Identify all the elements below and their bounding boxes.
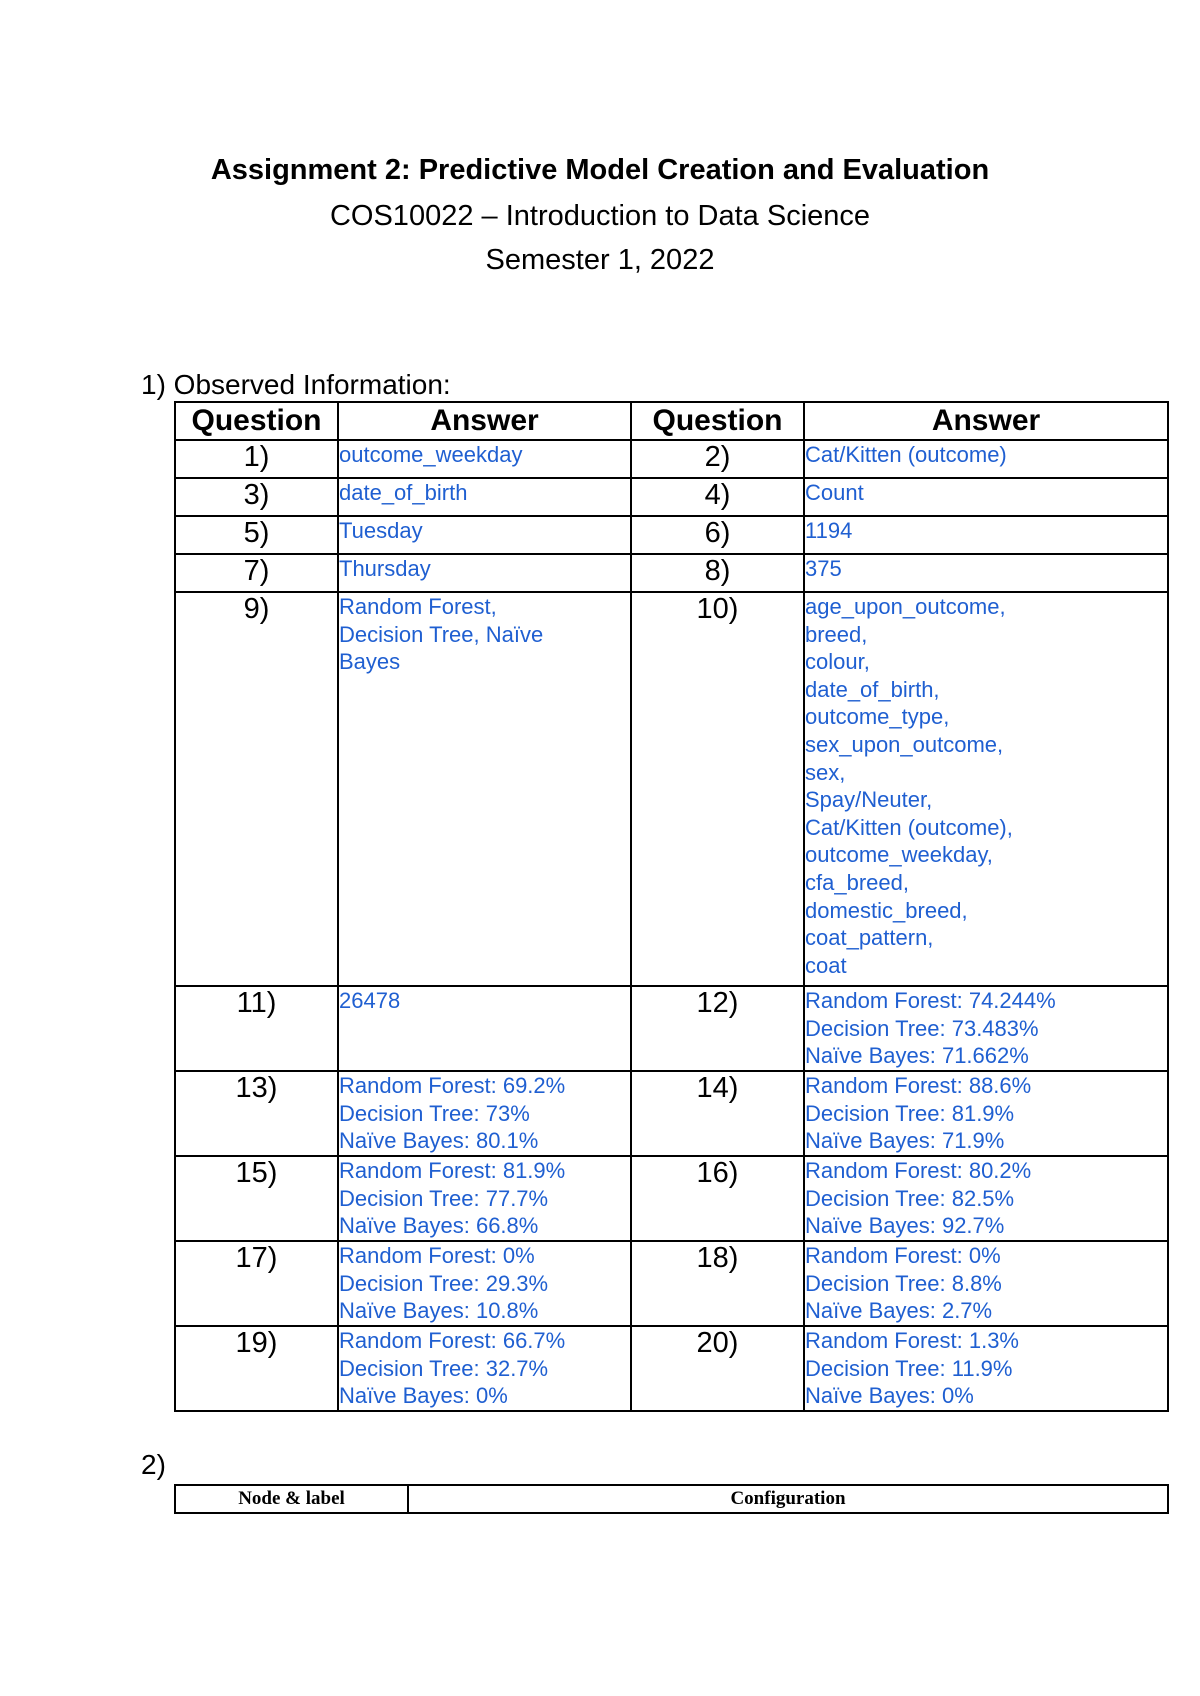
answer-cell: Random Forest: 80.2% Decision Tree: 82.5% Naïve Bayes: 92.7% <box>804 1156 1168 1241</box>
table-row <box>175 986 1168 1071</box>
question-number: 10) <box>631 592 804 986</box>
answer-cell: Random Forest: 0% Decision Tree: 29.3% Naïve Bayes: 10.8% <box>338 1241 631 1326</box>
question-number: 8) <box>631 554 804 592</box>
answer-cell: Random Forest: 0% Decision Tree: 8.8% Naïve Bayes: 2.7% <box>804 1241 1168 1326</box>
column-header-question: Question <box>631 402 804 440</box>
question-number: 18) <box>631 1241 804 1326</box>
answer-cell: Tuesday <box>338 516 631 554</box>
document-title: Assignment 2: Predictive Model Creation and Evaluation <box>210 154 990 186</box>
answer-cell: date_of_birth <box>338 478 631 516</box>
question-number: 20) <box>631 1326 804 1411</box>
question-number: 4) <box>631 478 804 516</box>
question-number: 15) <box>175 1156 338 1241</box>
question-number: 7) <box>175 554 338 592</box>
table-row <box>175 478 1168 516</box>
answer-cell: Random Forest: 1.3% Decision Tree: 11.9% Naïve Bayes: 0% <box>804 1326 1168 1411</box>
answer-cell: Random Forest: 69.2% Decision Tree: 73% Naïve Bayes: 80.1% <box>338 1071 631 1156</box>
question-number: 17) <box>175 1241 338 1326</box>
question-number: 6) <box>631 516 804 554</box>
course-subtitle: COS10022 – Introduction to Data Science <box>329 200 871 232</box>
section-2-heading: 2) <box>141 1449 166 1480</box>
question-number: 13) <box>175 1071 338 1156</box>
answer-cell: 375 <box>804 554 1168 592</box>
answer-cell: 1194 <box>804 516 1168 554</box>
answer-cell: Random Forest: 88.6% Decision Tree: 81.9% Naïve Bayes: 71.9% <box>804 1071 1168 1156</box>
column-header-answer: Answer <box>804 402 1168 440</box>
answer-cell: Random Forest: 74.244% Decision Tree: 73.483% Naïve Bayes: 71.662% <box>804 986 1168 1071</box>
node-configuration-table <box>174 1484 1169 1514</box>
answer-cell: Count <box>804 478 1168 516</box>
question-number: 12) <box>631 986 804 1071</box>
table-row <box>175 440 1168 478</box>
column-header-question: Question <box>175 402 338 440</box>
table-row <box>175 592 1168 986</box>
observed-information-table <box>174 401 1169 1412</box>
answer-cell: outcome_weekday <box>338 440 631 478</box>
question-number: 9) <box>175 592 338 986</box>
column-header-node-label: Node & label <box>175 1485 408 1513</box>
table-row <box>175 1071 1168 1156</box>
question-number: 5) <box>175 516 338 554</box>
answer-cell: Random Forest, Decision Tree, Naïve Bayes <box>338 592 631 986</box>
table-row <box>175 1241 1168 1326</box>
table-row <box>175 1156 1168 1241</box>
table-header-row <box>175 1485 1168 1513</box>
semester-line: Semester 1, 2022 <box>485 244 715 276</box>
table-row <box>175 554 1168 592</box>
question-number: 16) <box>631 1156 804 1241</box>
answer-cell: age_upon_outcome, breed, colour, date_of_birth, outcome_type, sex_upon_outcome, sex, Spay/Neuter, Cat/Kitten (outcome), outcome_weekday, cfa_breed, domestic_breed, coat_pattern, coat <box>804 592 1168 986</box>
answer-cell: Cat/Kitten (outcome) <box>804 440 1168 478</box>
question-number: 1) <box>175 440 338 478</box>
column-header-answer: Answer <box>338 402 631 440</box>
question-number: 3) <box>175 478 338 516</box>
answer-cell: Random Forest: 81.9% Decision Tree: 77.7% Naïve Bayes: 66.8% <box>338 1156 631 1241</box>
table-header-row <box>175 402 1168 440</box>
answer-cell: 26478 <box>338 986 631 1071</box>
question-number: 14) <box>631 1071 804 1156</box>
question-number: 19) <box>175 1326 338 1411</box>
answer-cell: Thursday <box>338 554 631 592</box>
question-number: 2) <box>631 440 804 478</box>
column-header-configuration: Configuration <box>408 1485 1168 1513</box>
table-row <box>175 1326 1168 1411</box>
table-row <box>175 516 1168 554</box>
answer-cell: Random Forest: 66.7% Decision Tree: 32.7% Naïve Bayes: 0% <box>338 1326 631 1411</box>
question-number: 11) <box>175 986 338 1071</box>
section-1-heading: 1) Observed Information: <box>141 369 451 400</box>
